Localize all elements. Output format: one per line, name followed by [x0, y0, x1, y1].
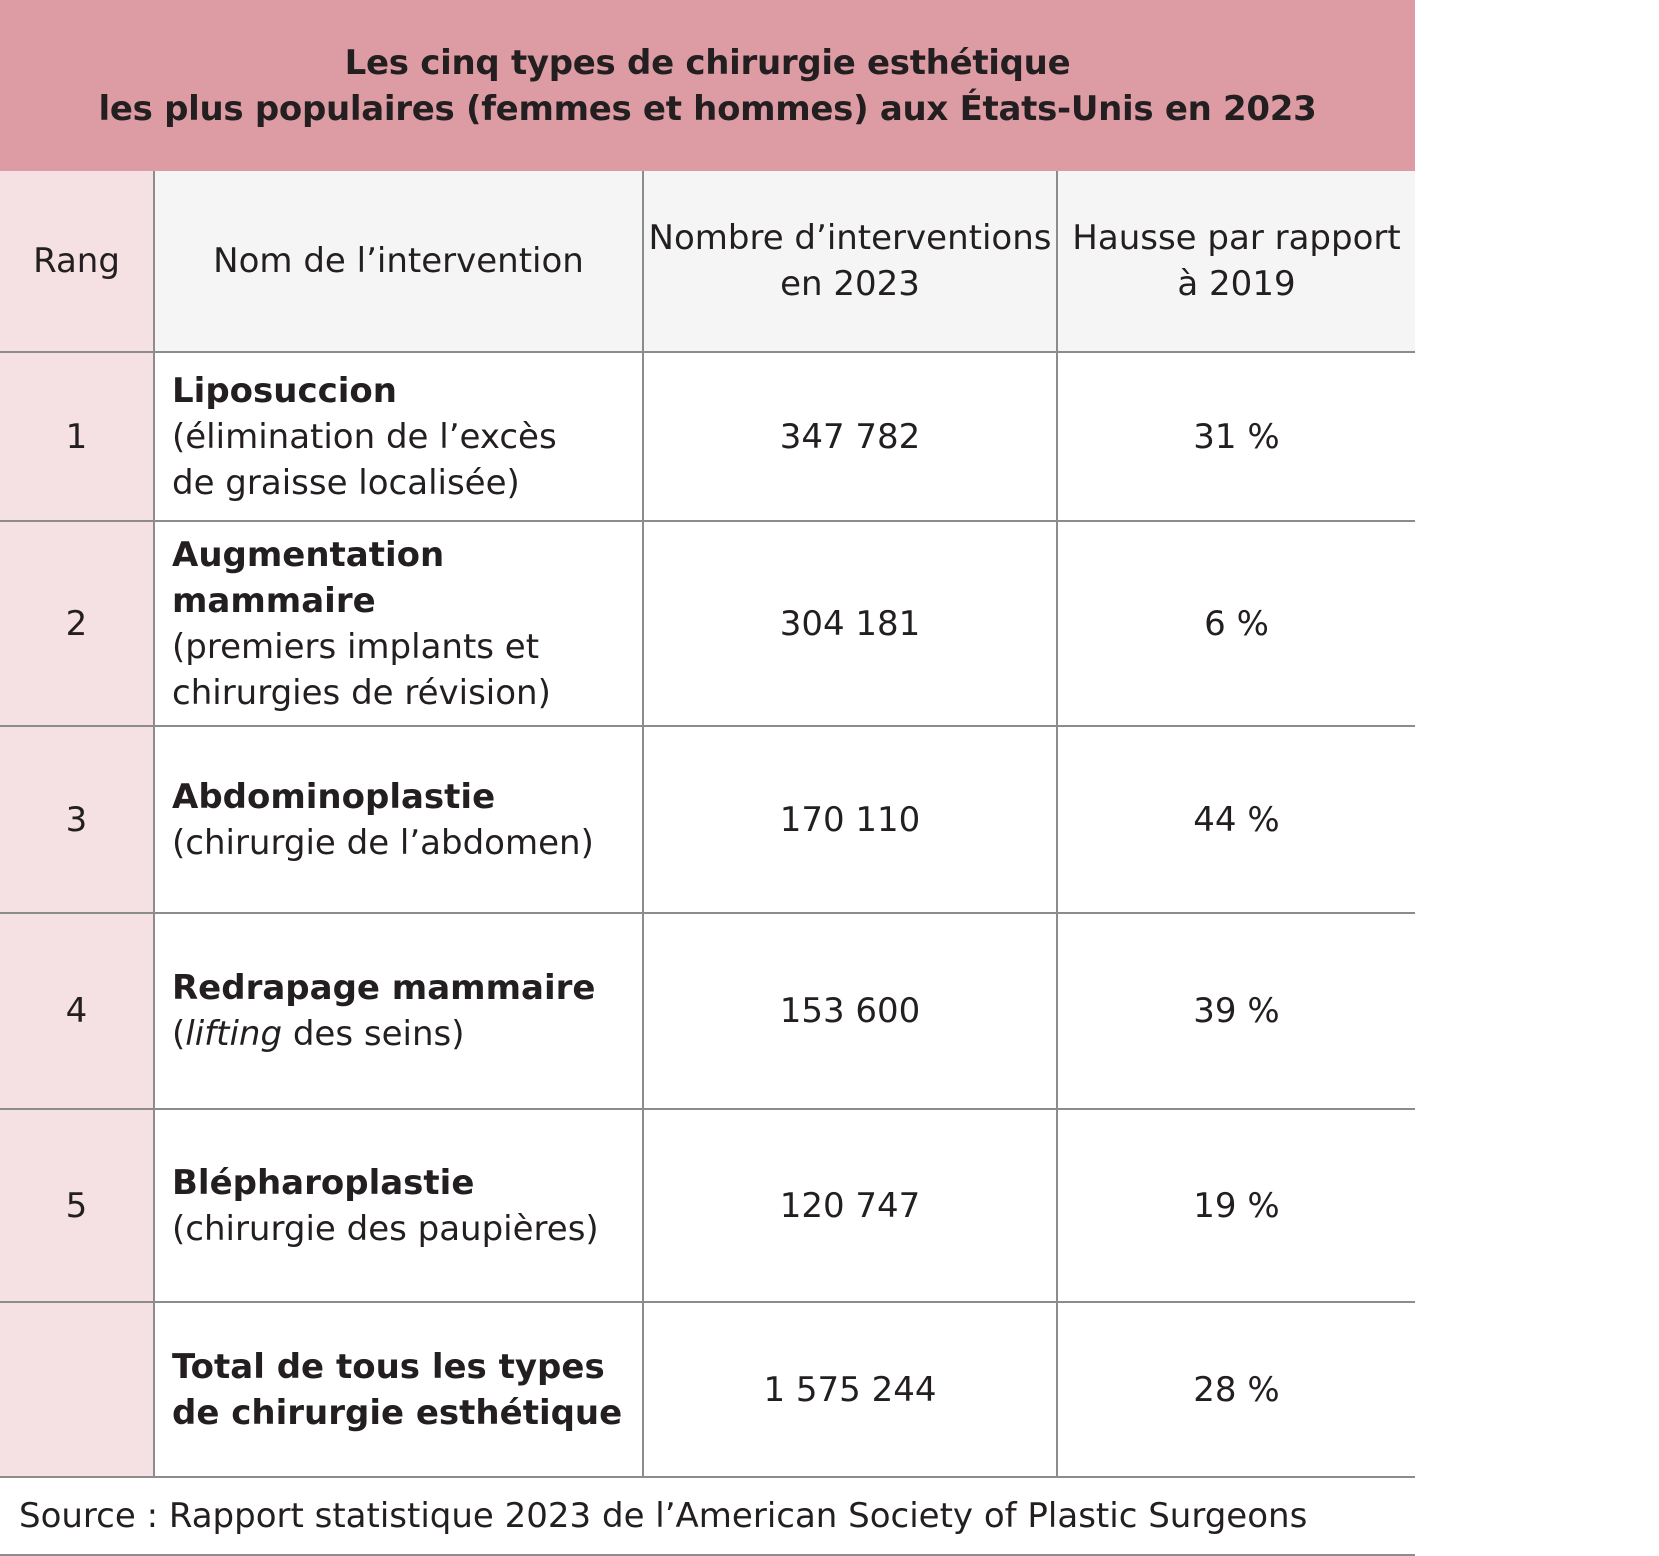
table-row [0, 726, 1415, 913]
header-count-line-1: Nombre d’interventions [648, 218, 1052, 258]
total-row [0, 1302, 1415, 1477]
rise-cell: 44 % [1057, 726, 1415, 913]
procedure-desc: (élimination de l’excès [172, 416, 557, 457]
procedure-cell [154, 726, 643, 913]
rise-cell: 19 % [1057, 1109, 1415, 1302]
rank-cell: 5 [0, 1109, 154, 1302]
count-cell: 304 181 [643, 521, 1057, 726]
header-name: Nom de l’intervention [154, 171, 643, 352]
procedure-cell [154, 1302, 643, 1477]
procedure-name: mammaire [172, 580, 376, 621]
source-note: Source : Rapport statistique 2023 de l’American Society of Plastic Surgeons [0, 1478, 1415, 1556]
procedure-desc: (premiers implants et [172, 626, 540, 667]
procedure-desc [172, 1011, 642, 1057]
rise-cell: 6 % [1057, 521, 1415, 726]
desc-suffix: des seins) [282, 1014, 465, 1054]
header-rise-line-2: à 2019 [1177, 264, 1296, 304]
header-rank: Rang [0, 171, 154, 352]
total-count-cell: 1 575 244 [643, 1302, 1057, 1477]
total-label: Total de tous les types [172, 1346, 605, 1387]
procedure-name: Abdominoplastie [172, 776, 496, 817]
table-title-line-1: Les cinq types de chirurgie esthétique [344, 42, 1071, 83]
procedure-name: Redrapage mammaire [172, 968, 596, 1008]
table-row [0, 521, 1415, 726]
count-cell: 153 600 [643, 913, 1057, 1109]
table-row [0, 352, 1415, 521]
total-label: de chirurgie esthétique [172, 1392, 623, 1433]
rank-cell: 1 [0, 352, 154, 521]
procedure-cell [154, 1109, 643, 1302]
procedure-desc: de graisse localisée) [172, 462, 520, 503]
count-cell: 120 747 [643, 1109, 1057, 1302]
table-row [0, 1109, 1415, 1302]
title-band [0, 0, 1415, 171]
desc-italic: lifting [185, 1014, 283, 1054]
rank-cell: 4 [0, 913, 154, 1109]
procedure-desc: (chirurgie des paupières) [172, 1208, 599, 1249]
header-rise-line-1: Hausse par rapport [1072, 218, 1401, 258]
header-count-line-2: en 2023 [780, 264, 920, 304]
table-row [0, 913, 1415, 1109]
procedure-cell [154, 913, 643, 1109]
rank-cell [0, 1302, 154, 1477]
procedure-name: Augmentation [172, 534, 445, 575]
rise-cell: 31 % [1057, 352, 1415, 521]
rank-cell: 2 [0, 521, 154, 726]
data-table [0, 171, 1415, 1478]
procedure-desc: (chirurgie de l’abdomen) [172, 822, 594, 863]
procedure-name: Liposuccion [172, 370, 397, 411]
total-rise-cell: 28 % [1057, 1302, 1415, 1477]
count-cell: 170 110 [643, 726, 1057, 913]
rise-cell: 39 % [1057, 913, 1415, 1109]
header-count [643, 171, 1057, 352]
header-row [0, 171, 1415, 352]
rank-cell: 3 [0, 726, 154, 913]
procedure-desc: chirurgies de révision) [172, 672, 551, 713]
header-rise [1057, 171, 1415, 352]
procedure-name: Blépharoplastie [172, 1162, 475, 1203]
count-cell: 347 782 [643, 352, 1057, 521]
desc-prefix: ( [172, 1014, 186, 1054]
procedure-cell [154, 352, 643, 521]
procedure-cell [154, 521, 643, 726]
table-title-line-2: les plus populaires (femmes et hommes) aux États-Unis en 2023 [98, 88, 1317, 129]
